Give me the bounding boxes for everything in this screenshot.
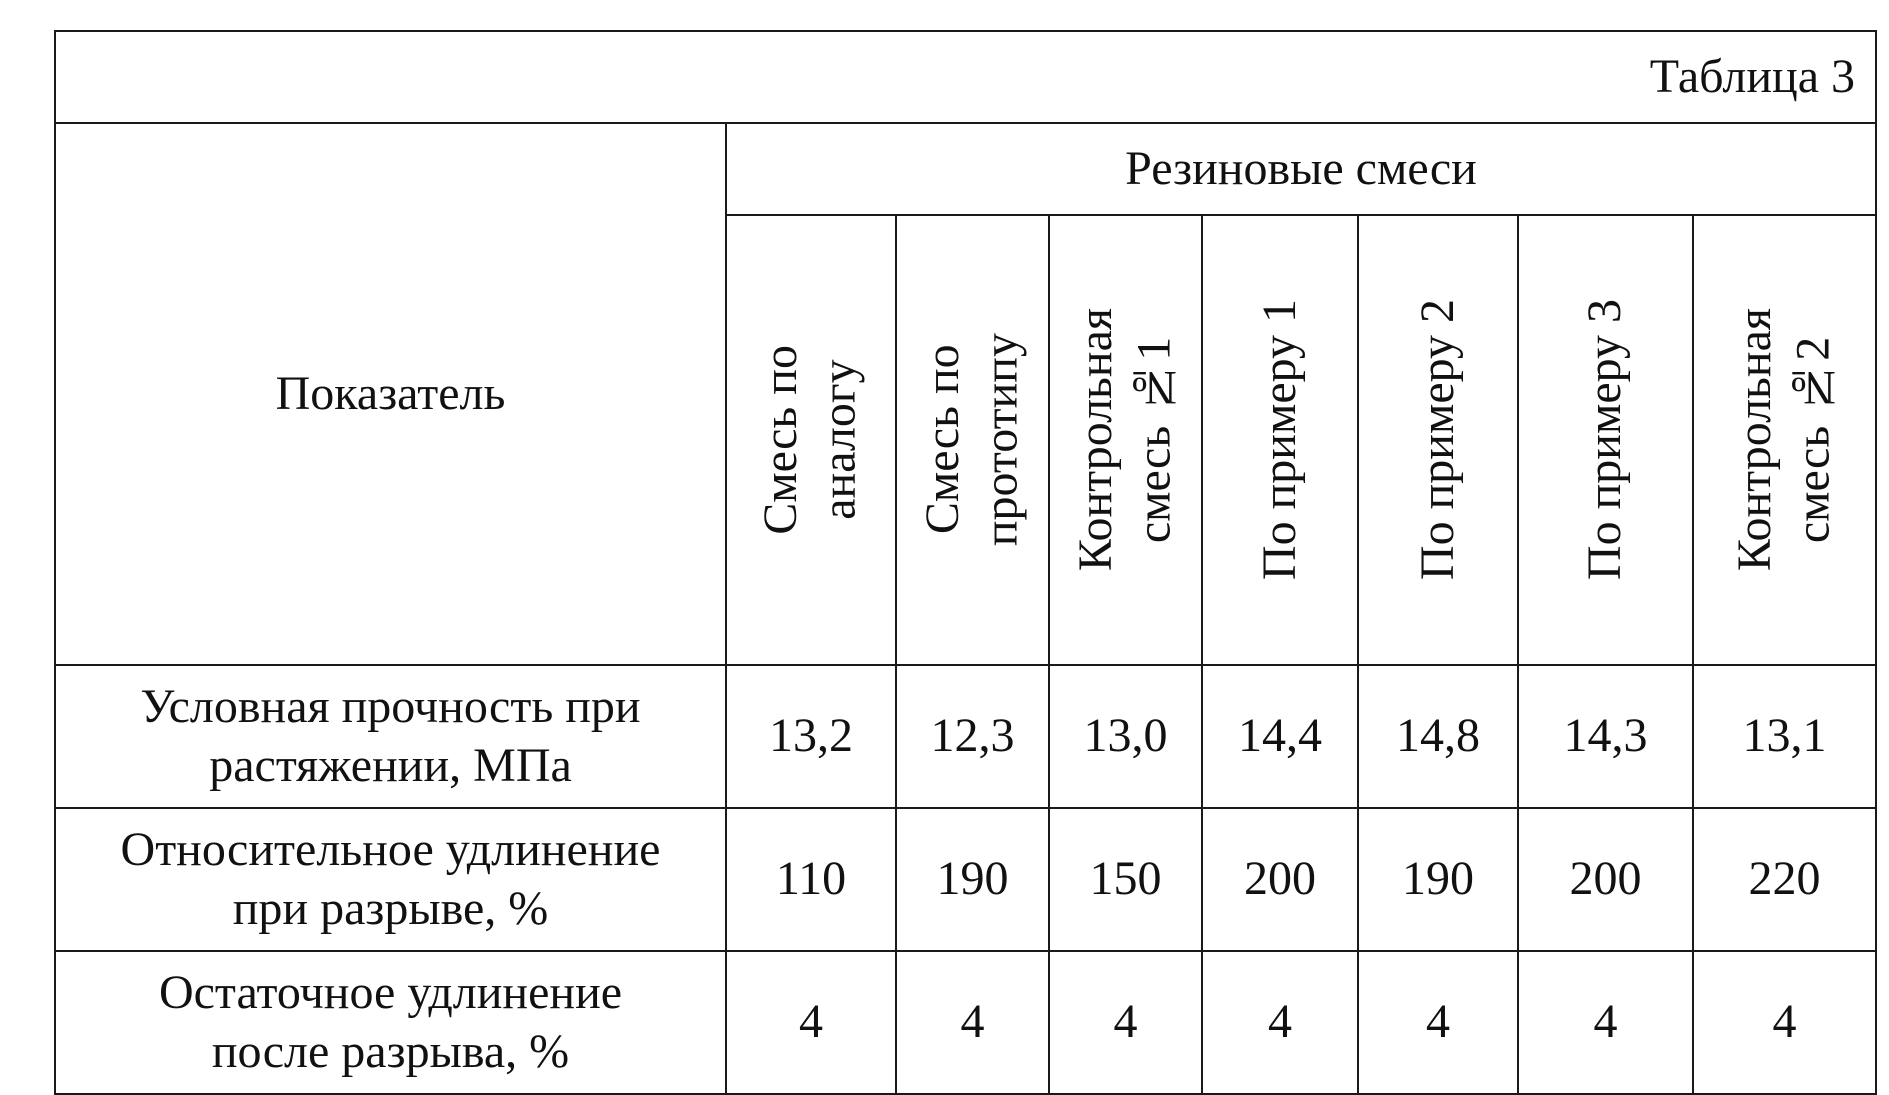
table-cell: 4: [1049, 951, 1202, 1094]
table-cell: 220: [1693, 808, 1876, 951]
row-label: Условная прочность при растяжении, МПа: [55, 665, 726, 808]
row-label: Относительное удлинение при разрыве, %: [55, 808, 726, 951]
table-cell: 190: [1358, 808, 1518, 951]
table-caption: Таблица 3: [55, 31, 1876, 123]
table-cell: 4: [896, 951, 1049, 1094]
table-row: [55, 808, 1876, 951]
table-cell: 4: [1693, 951, 1876, 1094]
table-cell: 4: [1358, 951, 1518, 1094]
column-header-line: Контрольная: [1727, 308, 1781, 572]
column-header-line: Смесь по: [754, 345, 808, 535]
table-cell: 13,0: [1049, 665, 1202, 808]
group-header: Резиновые смеси: [726, 123, 1876, 215]
table-cell: 4: [1202, 951, 1358, 1094]
table-row: [55, 951, 1876, 1094]
table-cell: 150: [1049, 808, 1202, 951]
column-header-line: По примеру 3: [1578, 299, 1632, 581]
table-cell: 4: [726, 951, 896, 1094]
table-cell: 12,3: [896, 665, 1049, 808]
column-header: [1358, 215, 1518, 665]
column-header: [1049, 215, 1202, 665]
table-cell: 190: [896, 808, 1049, 951]
table-cell: 14,3: [1518, 665, 1693, 808]
column-header: [726, 215, 896, 665]
table-cell: 14,8: [1358, 665, 1518, 808]
table-cell: 110: [726, 808, 896, 951]
column-header-line: Контрольная: [1068, 308, 1122, 572]
column-header-line: прототипу: [974, 333, 1028, 547]
row-label: Остаточное удлинение после разрыва, %: [55, 951, 726, 1094]
table-cell: 200: [1202, 808, 1358, 951]
table-row: [55, 665, 1876, 808]
column-header: [1202, 215, 1358, 665]
table-cell: 13,2: [726, 665, 896, 808]
table-cell: 200: [1518, 808, 1693, 951]
column-header-line: Смесь по: [915, 345, 969, 535]
table-cell: 14,4: [1202, 665, 1358, 808]
table-cell: 13,1: [1693, 665, 1876, 808]
column-header-line: смесь №2: [1786, 336, 1840, 544]
column-header: [1518, 215, 1693, 665]
table-cell: 4: [1518, 951, 1693, 1094]
data-table: [54, 30, 1877, 1095]
column-header-line: смесь №1: [1127, 336, 1181, 544]
column-header: [1693, 215, 1876, 665]
column-header: [896, 215, 1049, 665]
parameter-header: Показатель: [55, 123, 726, 665]
column-header-line: аналогу: [813, 359, 866, 521]
column-header-line: По примеру 1: [1252, 299, 1306, 581]
column-header-line: По примеру 2: [1410, 299, 1464, 581]
